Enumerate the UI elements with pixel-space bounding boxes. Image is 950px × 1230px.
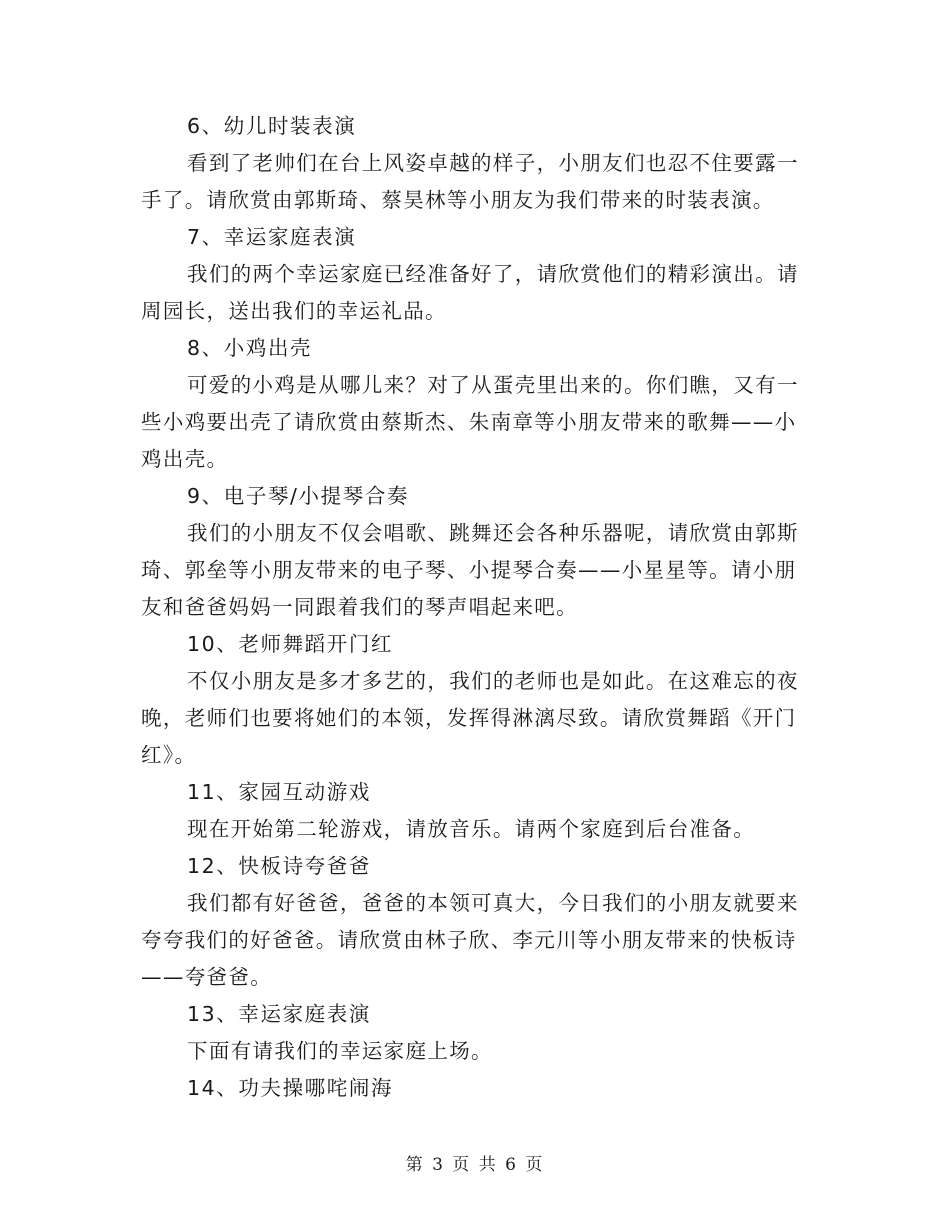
- paragraph-line: 友和爸爸妈妈一同跟着我们的琴声唱起来吧。: [141, 595, 578, 619]
- paragraph-line: 周园长，送出我们的幸运礼品。: [141, 299, 447, 323]
- page-footer: 第 3 页 共 6 页: [405, 1155, 545, 1175]
- paragraph-line: 手了。请欣赏由郭斯琦、蔡昊林等小朋友为我们带来的时装表演。: [141, 188, 775, 212]
- paragraph-line: 夸夸我们的好爸爸。请欣赏由林子欣、李元川等小朋友带来的快板诗: [141, 928, 797, 952]
- section-heading: 13、幸运家庭表演: [187, 1002, 371, 1026]
- paragraph-line: 我们的小朋友不仅会唱歌、跳舞还会各种乐器呢，请欣赏由郭斯: [187, 521, 799, 545]
- paragraph-line: 我们都有好爸爸，爸爸的本领可真大，今日我们的小朋友就要来: [187, 891, 799, 915]
- section-heading: 9、电子琴/小提琴合奏: [187, 484, 410, 508]
- paragraph-line: 红》。: [141, 743, 197, 767]
- section-heading: 8、小鸡出壳: [187, 336, 313, 360]
- paragraph-line: 可爱的小鸡是从哪儿来？对了从蛋壳里出来的。你们瞧，又有一: [187, 373, 799, 397]
- paragraph-line: 下面有请我们的幸运家庭上场。: [187, 1039, 493, 1063]
- paragraph-line: 晚，老师们也要将她们的本领，发挥得淋漓尽致。请欣赏舞蹈《开门: [141, 706, 797, 730]
- paragraph-line: 不仅小朋友是多才多艺的，我们的老师也是如此。在这难忘的夜: [187, 669, 799, 693]
- document-body: [141, 108, 797, 1107]
- section-heading: 6、幼儿时装表演: [187, 114, 357, 138]
- paragraph-line: 我们的两个幸运家庭已经准备好了，请欣赏他们的精彩演出。请: [187, 262, 799, 286]
- paragraph-line: 琦、郭垒等小朋友带来的电子琴、小提琴合奏——小星星等。请小朋: [141, 558, 797, 582]
- section-heading: 10、老师舞蹈开门红: [187, 632, 394, 656]
- section-heading: 14、功夫操哪咤闹海: [187, 1076, 394, 1100]
- section-heading: 12、快板诗夸爸爸: [187, 854, 371, 878]
- section-heading: 7、幸运家庭表演: [187, 225, 357, 249]
- paragraph-line: 鸡出壳。: [141, 447, 229, 471]
- section-heading: 11、家园互动游戏: [187, 780, 371, 804]
- paragraph-line: 些小鸡要出壳了请欣赏由蔡斯杰、朱南章等小朋友带来的歌舞——小: [141, 410, 797, 434]
- paragraph-line: 看到了老帅们在台上风姿卓越的样子，小朋友们也忍不住要露一: [187, 151, 799, 175]
- paragraph-line: ——夸爸爸。: [141, 965, 273, 989]
- paragraph-line: 现在开始第二轮游戏，请放音乐。请两个家庭到后台准备。: [187, 817, 756, 841]
